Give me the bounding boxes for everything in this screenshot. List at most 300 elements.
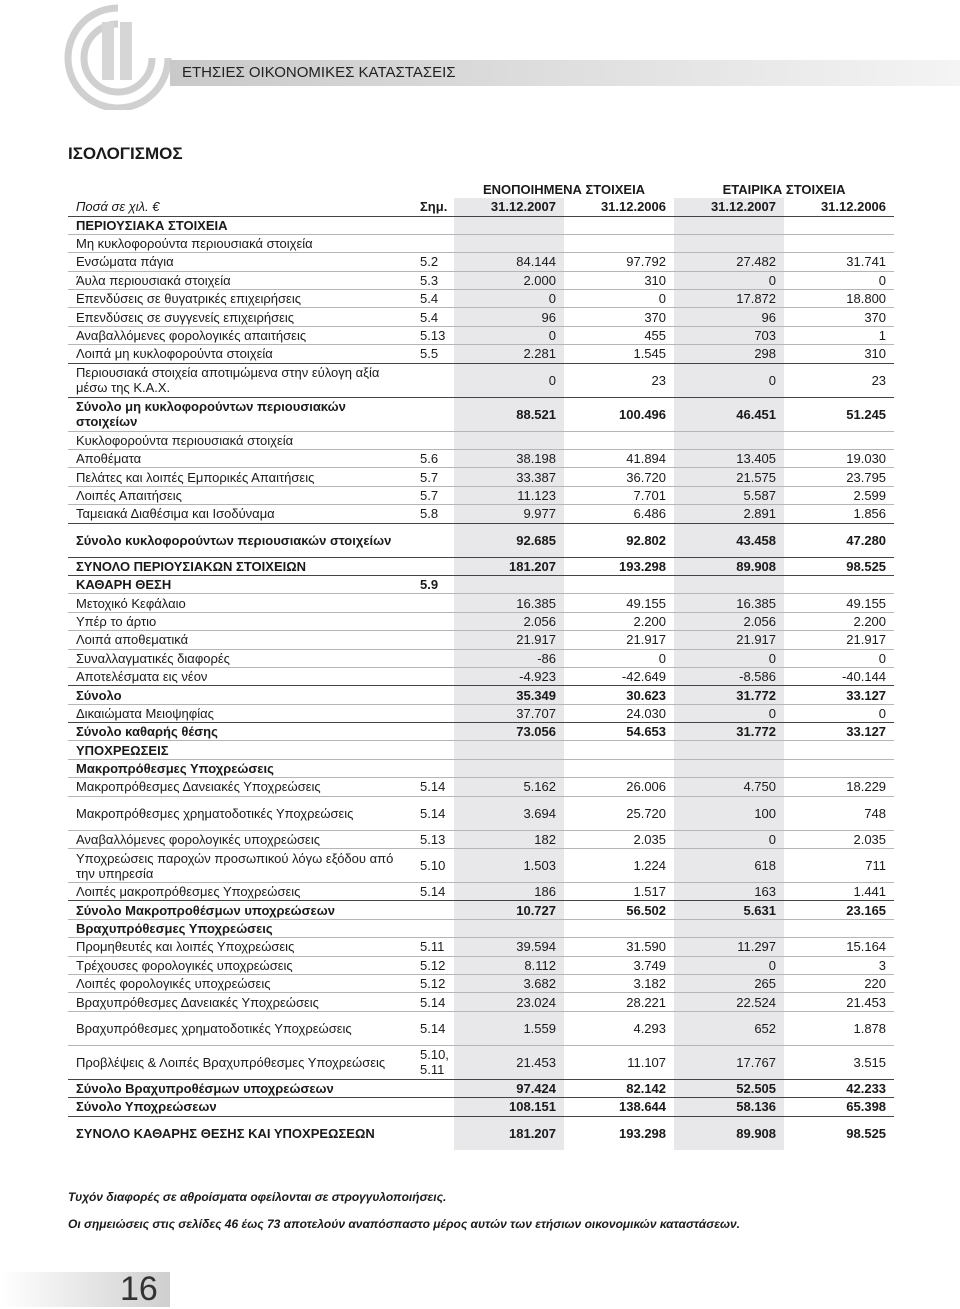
row-label: Ενσώματα πάγια (68, 253, 414, 271)
row-value: 52.505 (674, 1079, 784, 1097)
row-value (784, 741, 894, 759)
row-value: 21.575 (674, 468, 784, 486)
table-row (68, 486, 894, 504)
row-note (414, 431, 454, 449)
row-value: 0 (564, 649, 674, 667)
row-note: 5.13 (414, 830, 454, 848)
table-row (68, 741, 894, 759)
table-row (68, 575, 894, 593)
row-note (414, 723, 454, 741)
row-note: 5.12 (414, 975, 454, 993)
row-value: 2.035 (784, 830, 894, 848)
row-value (454, 234, 564, 252)
table-row (68, 919, 894, 937)
row-note (414, 686, 454, 704)
group-consolidated: ΕΝΟΠΟΙΗΜΕΝΑ ΣΤΟΙΧΕΙΑ (482, 181, 646, 197)
row-value: 182 (454, 830, 564, 848)
row-value (784, 919, 894, 937)
row-value: 1.503 (454, 849, 564, 883)
row-label: Αναβαλλόμενες φορολογικές υποχρεώσεις (68, 830, 414, 848)
note-header: Σημ. (414, 198, 454, 216)
table-row (68, 290, 894, 308)
row-note (414, 741, 454, 759)
row-value: 100 (674, 796, 784, 830)
row-value: 703 (674, 326, 784, 344)
row-value: 455 (564, 326, 674, 344)
row-value: 1.878 (784, 1011, 894, 1045)
row-note: 5.14 (414, 1011, 454, 1045)
row-value (674, 741, 784, 759)
row-value: 65.398 (784, 1098, 894, 1116)
table-row (68, 1011, 894, 1045)
row-value: 96 (454, 308, 564, 326)
row-value: 23.024 (454, 993, 564, 1011)
row-value: 98.525 (784, 557, 894, 575)
row-value: 13.405 (674, 450, 784, 468)
row-value: 26.006 (564, 778, 674, 796)
row-value: 73.056 (454, 723, 564, 741)
row-value: 0 (784, 649, 894, 667)
row-note: 5.11 (414, 938, 454, 956)
row-value: -86 (454, 649, 564, 667)
row-value (564, 919, 674, 937)
row-label: Μακροπρόθεσμες Υποχρεώσεις (68, 759, 414, 777)
row-value: 0 (674, 271, 784, 289)
row-value: 193.298 (619, 1125, 667, 1141)
row-value: 265 (674, 975, 784, 993)
row-value: 2.056 (454, 612, 564, 630)
footnote-rounding: Τυχόν διαφορές σε αθροίσματα οφείλονται σε στρογγυλοποιήσεις. (68, 1190, 447, 1204)
group-company: ΕΤΑΙΡΙΚΑ ΣΤΟΙΧΕΙΑ (722, 181, 846, 197)
row-label: Άυλα περιουσιακά στοιχεία (68, 271, 414, 289)
row-label: Βραχυπρόθεσμες Δανειακές Υποχρεώσεις (68, 993, 414, 1011)
table-row (68, 796, 894, 830)
row-label: Βραχυπρόθεσμες χρηματοδοτικές Υποχρεώσεις (68, 1011, 414, 1045)
row-value: 21.917 (454, 631, 564, 649)
row-value (454, 919, 564, 937)
row-value: 1.559 (454, 1011, 564, 1045)
table-row (68, 234, 894, 252)
row-value: 2.599 (784, 486, 894, 504)
row-value: 748 (784, 796, 894, 830)
row-value (784, 575, 894, 593)
row-note (414, 901, 454, 919)
table-row (68, 345, 894, 363)
table-row (68, 901, 894, 919)
row-value: 18.800 (784, 290, 894, 308)
row-value: -8.586 (674, 667, 784, 685)
balance-sheet (68, 180, 894, 1150)
date-header-row (68, 198, 894, 216)
row-value: 38.198 (454, 450, 564, 468)
table-row (68, 557, 894, 575)
row-note: 5.9 (414, 575, 454, 593)
table-row (68, 397, 894, 431)
row-value: 49.155 (564, 594, 674, 612)
row-value: 23.165 (784, 901, 894, 919)
row-label: Περιουσιακά στοιχεία αποτιμώμενα στην εύλογη αξία μέσω της Κ.Α.Χ. (68, 363, 414, 397)
row-value: 46.451 (674, 397, 784, 431)
row-label: Δικαιώματα Μειοψηφίας (68, 704, 414, 722)
table-row (68, 1098, 894, 1116)
row-value: 97.792 (564, 253, 674, 271)
table-row (68, 326, 894, 344)
row-label: Αποθέματα (68, 450, 414, 468)
table-row (68, 253, 894, 271)
row-label: Λοιπές φορολογικές υποχρεώσεις (68, 975, 414, 993)
row-value: 10.727 (454, 901, 564, 919)
row-value: 370 (564, 308, 674, 326)
date-col-3: 31.12.2007 (674, 198, 784, 216)
row-label: ΣΥΝΟΛΟ ΚΑΘΑΡΗΣ ΘΕΣΗΣ ΚΑΙ ΥΠΟΧΡΕΩΣΕΩΝ (76, 1125, 375, 1141)
row-value: 42.233 (784, 1079, 894, 1097)
row-value: 21.453 (454, 1045, 564, 1079)
row-value: 30.623 (564, 686, 674, 704)
row-value: 0 (674, 649, 784, 667)
date-col-2: 31.12.2006 (564, 198, 674, 216)
row-value: 18.229 (784, 778, 894, 796)
row-value: 33.127 (784, 723, 894, 741)
row-value: 11.297 (674, 938, 784, 956)
page-title: ΙΣΟΛΟΓΙΣΜΟΣ (68, 144, 183, 163)
row-label: Σύνολο Μακροπροθέσμων υποχρεώσεων (68, 901, 414, 919)
row-value: 2.281 (454, 345, 564, 363)
row-value: 5.631 (674, 901, 784, 919)
row-value: 41.894 (564, 450, 674, 468)
row-label: Υπέρ το άρτιο (68, 612, 414, 630)
table-row (68, 431, 894, 449)
row-note (414, 919, 454, 937)
row-value: 4.293 (564, 1011, 674, 1045)
row-value: 21.453 (784, 993, 894, 1011)
row-value: 6.486 (564, 505, 674, 523)
row-value: 21.917 (784, 631, 894, 649)
table-row (68, 216, 894, 234)
row-note (414, 1079, 454, 1097)
row-note (414, 523, 454, 557)
row-value: 24.030 (564, 704, 674, 722)
row-value: 43.458 (674, 523, 784, 557)
row-label: Ταμειακά Διαθέσιμα και Ισοδύναμα (68, 505, 414, 523)
row-value (674, 216, 784, 234)
row-value: 2.200 (564, 612, 674, 630)
table-row (68, 778, 894, 796)
row-value: 1.856 (784, 505, 894, 523)
row-value: 2.000 (454, 271, 564, 289)
row-note (414, 704, 454, 722)
table-row (68, 450, 894, 468)
row-value: 108.151 (454, 1098, 564, 1116)
row-value: 84.144 (454, 253, 564, 271)
row-label: Σύνολο (68, 686, 414, 704)
row-value: 0 (454, 326, 564, 344)
row-value: 17.872 (674, 290, 784, 308)
row-value: 3 (784, 956, 894, 974)
row-value: 28.221 (564, 993, 674, 1011)
row-label: Υποχρεώσεις παροχών προσωπικού λόγω εξόδου από την υπηρεσία (68, 849, 414, 883)
row-value (674, 919, 784, 937)
row-note (414, 1098, 454, 1116)
row-note: 5.13 (414, 326, 454, 344)
row-note: 5.14 (414, 993, 454, 1011)
row-value (564, 575, 674, 593)
row-value: 54.653 (564, 723, 674, 741)
row-value: 5.587 (674, 486, 784, 504)
row-value: 25.720 (564, 796, 674, 830)
row-value: 0 (674, 830, 784, 848)
row-value: 3.182 (564, 975, 674, 993)
row-note (414, 216, 454, 234)
row-value (674, 234, 784, 252)
row-label: Λοιπές μακροπρόθεσμες Υποχρεώσεις (68, 883, 414, 901)
row-value: 1 (784, 326, 894, 344)
row-label: Προβλέψεις & Λοιπές Βραχυπρόθεσμες Υποχρεώσεις (68, 1045, 414, 1079)
row-value: 711 (784, 849, 894, 883)
company-logo (58, 0, 178, 110)
table-row (68, 830, 894, 848)
row-value (674, 575, 784, 593)
row-value: 39.594 (454, 938, 564, 956)
row-value: 310 (564, 271, 674, 289)
row-label: ΣΥΝΟΛΟ ΠΕΡΙΟΥΣΙΑΚΩΝ ΣΤΟΙΧΕΙΩΝ (68, 557, 414, 575)
row-note: 5.5 (414, 345, 454, 363)
row-label: Επενδύσεις σε συγγενείς επιχειρήσεις (68, 308, 414, 326)
table-row (68, 704, 894, 722)
table-row (68, 686, 894, 704)
row-value: 16.385 (674, 594, 784, 612)
row-value: 89.908 (674, 557, 784, 575)
table-row (68, 956, 894, 974)
row-label: Προμηθευτές και λοιπές Υποχρεώσεις (68, 938, 414, 956)
row-value (454, 575, 564, 593)
row-value (454, 741, 564, 759)
row-label: Σύνολο μη κυκλοφορούντων περιουσιακών στοιχείων (68, 397, 414, 431)
table-row (68, 612, 894, 630)
row-value: 58.136 (674, 1098, 784, 1116)
row-value: 23 (564, 363, 674, 397)
row-value: 4.750 (674, 778, 784, 796)
row-value: 0 (674, 363, 784, 397)
row-note (414, 649, 454, 667)
row-value: 21.917 (674, 631, 784, 649)
row-value: 1.224 (564, 849, 674, 883)
row-value: 2.891 (674, 505, 784, 523)
row-note: 5.10, 5.11 (414, 1045, 454, 1079)
row-note: 5.14 (414, 796, 454, 830)
row-value: 33.387 (454, 468, 564, 486)
row-value: 1.545 (564, 345, 674, 363)
table-row (68, 993, 894, 1011)
table-row (68, 975, 894, 993)
row-value: 35.349 (454, 686, 564, 704)
table-row (68, 883, 894, 901)
row-value: 163 (674, 883, 784, 901)
row-value: 97.424 (454, 1079, 564, 1097)
row-note (414, 667, 454, 685)
row-value: 92.802 (564, 523, 674, 557)
row-value: 11.123 (454, 486, 564, 504)
row-label: Σύνολο Βραχυπροθέσμων υποχρεώσεων (68, 1079, 414, 1097)
row-value: 47.280 (784, 523, 894, 557)
row-value (784, 234, 894, 252)
row-value: 0 (784, 704, 894, 722)
row-value: 3.515 (784, 1045, 894, 1079)
row-value: 96 (674, 308, 784, 326)
table-row (68, 631, 894, 649)
row-value: 220 (784, 975, 894, 993)
row-value: -42.649 (564, 667, 674, 685)
row-note (414, 234, 454, 252)
row-label: Κυκλοφορούντα περιουσιακά στοιχεία (68, 431, 414, 449)
row-value (674, 759, 784, 777)
row-label: Μη κυκλοφορούντα περιουσιακά στοιχεία (68, 234, 414, 252)
table-row (68, 468, 894, 486)
row-label: Μετοχικό Κεφάλαιο (68, 594, 414, 612)
row-value: 23.795 (784, 468, 894, 486)
table-row (68, 649, 894, 667)
row-note (414, 759, 454, 777)
row-note (414, 363, 454, 397)
row-label: Αποτελέσματα εις νέον (68, 667, 414, 685)
row-value: 16.385 (454, 594, 564, 612)
row-note: 5.14 (414, 883, 454, 901)
row-value: -4.923 (454, 667, 564, 685)
row-value: 0 (674, 956, 784, 974)
row-value: 298 (674, 345, 784, 363)
row-note (414, 557, 454, 575)
row-note (414, 397, 454, 431)
row-value (564, 759, 674, 777)
group-header-row (68, 180, 894, 198)
row-value (564, 741, 674, 759)
table-row (68, 308, 894, 326)
row-label: Συναλλαγματικές διαφορές (68, 649, 414, 667)
row-value: 2.035 (564, 830, 674, 848)
row-value: 33.127 (784, 686, 894, 704)
row-value: 49.155 (784, 594, 894, 612)
row-value: 138.644 (564, 1098, 674, 1116)
table-row (68, 523, 894, 557)
table-row (68, 271, 894, 289)
row-label: Βραχυπρόθεσμες Υποχρεώσεις (68, 919, 414, 937)
row-note: 5.6 (414, 450, 454, 468)
row-note: 5.7 (414, 486, 454, 504)
row-label: Σύνολο καθαρής θέσης (68, 723, 414, 741)
row-value (454, 431, 564, 449)
row-value: 186 (454, 883, 564, 901)
row-label: Μακροπρόθεσμες χρηματοδοτικές Υποχρεώσεις (68, 796, 414, 830)
row-value: 89.908 (674, 1116, 784, 1150)
row-value (454, 216, 564, 234)
row-value: 19.030 (784, 450, 894, 468)
row-note (414, 1116, 454, 1150)
page-number: 16 (120, 1270, 158, 1308)
row-value: 31.772 (674, 686, 784, 704)
table-row (68, 505, 894, 523)
row-label: Επενδύσεις σε θυγατρικές επιχειρήσεις (68, 290, 414, 308)
row-note: 5.4 (414, 290, 454, 308)
currency-label: Ποσά σε χιλ. € (68, 198, 414, 216)
row-value: 31.590 (564, 938, 674, 956)
row-note: 5.7 (414, 468, 454, 486)
row-value: 2.200 (784, 612, 894, 630)
row-value: 51.245 (784, 397, 894, 431)
row-value: 23 (784, 363, 894, 397)
table-row (68, 363, 894, 397)
table-row (68, 1116, 894, 1150)
row-value (784, 759, 894, 777)
header-title: ΕΤΗΣΙΕΣ ΟΙΚΟΝΟΜΙΚΕΣ ΚΑΤΑΣΤΑΣΕΙΣ (182, 64, 456, 81)
row-value: 3.682 (454, 975, 564, 993)
row-label: Μακροπρόθεσμες Δανειακές Υποχρεώσεις (68, 778, 414, 796)
table-row (68, 938, 894, 956)
row-note: 5.3 (414, 271, 454, 289)
row-note: 5.8 (414, 505, 454, 523)
row-value: 17.767 (674, 1045, 784, 1079)
row-value: 2.056 (674, 612, 784, 630)
row-value: 15.164 (784, 938, 894, 956)
table-row (68, 667, 894, 685)
row-value: 21.917 (564, 631, 674, 649)
row-value (564, 234, 674, 252)
row-value: 310 (784, 345, 894, 363)
row-value: 0 (564, 290, 674, 308)
footnote-notes: Οι σημειώσεις στις σελίδες 46 έως 73 αποτελούν αναπόσπαστο μέρος αυτών των ετήσιων οικονομικών καταστάσεων. (68, 1217, 740, 1231)
row-label: Λοιπές Απαιτήσεις (68, 486, 414, 504)
row-note (414, 631, 454, 649)
row-value: 82.142 (564, 1079, 674, 1097)
row-value: -40.144 (784, 667, 894, 685)
table-row (68, 849, 894, 883)
row-value (454, 759, 564, 777)
row-value: 618 (674, 849, 784, 883)
row-note: 5.14 (414, 778, 454, 796)
row-value: 31.772 (674, 723, 784, 741)
row-value: 181.207 (454, 557, 564, 575)
row-label: Σύνολο κυκλοφορούντων περιουσιακών στοιχείων (68, 523, 414, 557)
row-label: Λοιπά μη κυκλοφορούντα στοιχεία (68, 345, 414, 363)
row-label: ΠΕΡΙΟΥΣΙΑΚΑ ΣΤΟΙΧΕΙΑ (68, 216, 414, 234)
row-value: 11.107 (564, 1045, 674, 1079)
row-value: 1.441 (784, 883, 894, 901)
row-value: 92.685 (454, 523, 564, 557)
row-note: 5.2 (414, 253, 454, 271)
table-row (68, 723, 894, 741)
table-row (68, 1045, 894, 1079)
row-value: 5.162 (454, 778, 564, 796)
row-value (674, 431, 784, 449)
row-value: 22.524 (674, 993, 784, 1011)
row-value: 3.749 (564, 956, 674, 974)
row-value: 370 (784, 308, 894, 326)
row-value: 56.502 (564, 901, 674, 919)
table-row (68, 1079, 894, 1097)
row-value: 98.525 (846, 1125, 887, 1141)
row-label: Τρέχουσες φορολογικές υποχρεώσεις (68, 956, 414, 974)
table-row (68, 594, 894, 612)
row-value: 8.112 (454, 956, 564, 974)
row-value: 36.720 (564, 468, 674, 486)
row-value: 193.298 (564, 557, 674, 575)
row-note: 5.12 (414, 956, 454, 974)
row-note: 5.10 (414, 849, 454, 883)
row-value (564, 216, 674, 234)
row-value: 7.701 (564, 486, 674, 504)
row-value: 37.707 (454, 704, 564, 722)
row-value: 3.694 (454, 796, 564, 830)
row-value: 0 (674, 704, 784, 722)
row-note: 5.4 (414, 308, 454, 326)
